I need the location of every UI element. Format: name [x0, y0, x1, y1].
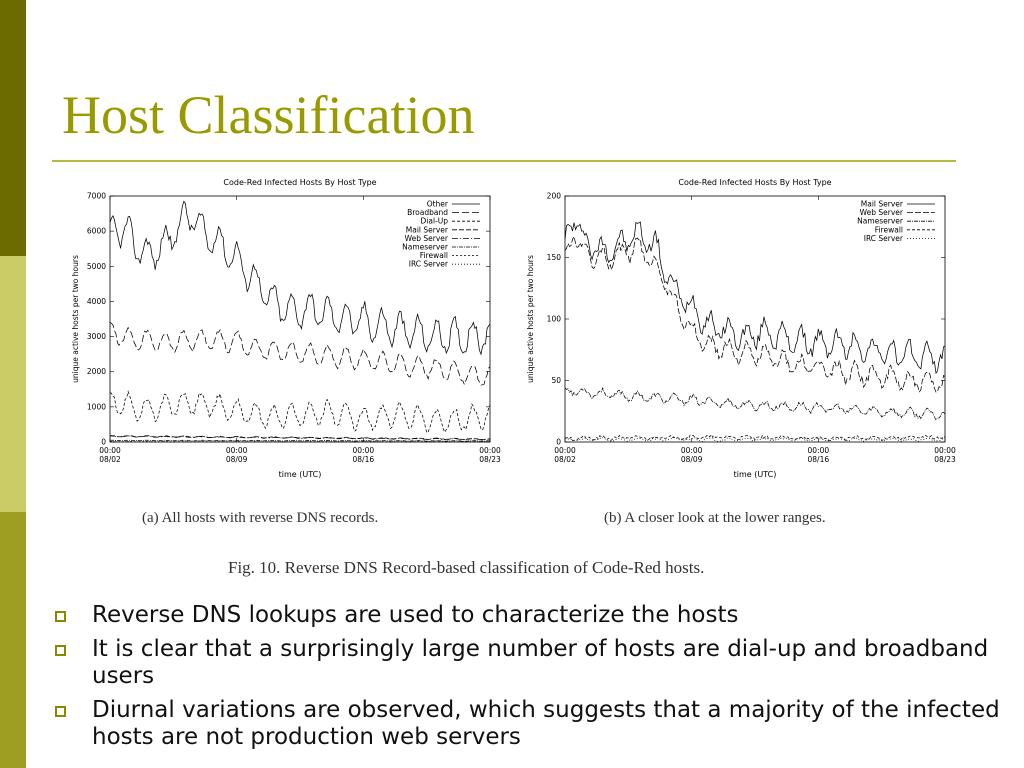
figure-caption: Fig. 10. Reverse DNS Record-based classification of Code-Red hosts.	[228, 558, 705, 577]
legend-label: Firewall	[419, 251, 448, 261]
legend-label: Nameserver	[857, 216, 903, 226]
series-line-2	[110, 392, 490, 433]
x-tick-label: 08/23	[934, 455, 956, 464]
x-tick-label: 08/16	[807, 455, 830, 464]
y-tick-label: 3000	[86, 332, 106, 342]
legend-label: IRC Server	[863, 233, 903, 243]
series-line-1	[110, 322, 490, 385]
sidebar-band-dark	[0, 0, 26, 256]
x-tick-label: 08/09	[225, 455, 248, 464]
x-tick-label: 08/02	[99, 455, 121, 464]
sidebar-band-light	[0, 256, 26, 512]
x-tick-label: 00:00	[934, 446, 956, 455]
y-axis-label: unique active hosts per two hours	[71, 255, 80, 383]
x-tick-label: 00:00	[99, 446, 121, 455]
bullet-item	[52, 636, 1012, 690]
legend-label: Firewall	[874, 225, 903, 235]
chart-lower-ranges	[517, 170, 956, 490]
bullet-text: It is clear that a surprisingly large number of hosts are dial-up and broadband users	[92, 636, 989, 689]
y-tick-label: 0	[556, 437, 561, 447]
x-axis-label: time (UTC)	[278, 470, 322, 479]
title-divider	[52, 160, 956, 162]
legend-label: Nameserver	[402, 242, 448, 252]
chart-title: Code-Red Infected Hosts By Host Type	[223, 178, 377, 187]
legend-label: IRC Server	[408, 259, 448, 269]
sidebar-decoration	[0, 0, 26, 768]
x-tick-label: 00:00	[225, 446, 248, 455]
y-tick-label: 0	[101, 437, 106, 447]
x-tick-label: 08/09	[680, 455, 703, 464]
bullet-text: Reverse DNS lookups are used to characterize the hosts	[92, 602, 739, 628]
x-axis-label: time (UTC)	[733, 470, 777, 479]
bullet-list	[52, 602, 1012, 758]
y-tick-label: 50	[551, 376, 561, 385]
caption-a: (a) All hosts with reverse DNS records.	[142, 510, 379, 526]
legend-label: Broadband	[407, 208, 448, 218]
x-tick-label: 00:00	[680, 446, 703, 455]
y-axis-label: unique active hosts per two hours	[526, 255, 535, 383]
legend-label: Web Server	[404, 233, 448, 243]
y-tick-label: 100	[546, 314, 561, 324]
bullet-item	[52, 602, 1012, 629]
series-line-1	[565, 237, 945, 392]
x-tick-label: 08/16	[352, 455, 375, 464]
series-line-5	[110, 440, 490, 441]
series-line-3	[565, 435, 945, 441]
x-tick-label: 00:00	[479, 446, 501, 455]
slide-title: Host Classification	[62, 85, 475, 145]
y-tick-label: 200	[546, 191, 561, 201]
y-tick-label: 150	[546, 253, 561, 262]
x-tick-label: 00:00	[352, 446, 375, 455]
series-line-2	[565, 388, 945, 420]
square-bullet-icon	[55, 706, 66, 717]
legend-label: Mail Server	[860, 199, 903, 209]
y-tick-label: 4000	[86, 296, 106, 306]
chart-all-hosts	[62, 170, 501, 490]
legend-label: Other	[426, 199, 448, 209]
y-tick-label: 5000	[86, 261, 106, 271]
y-tick-label: 1000	[86, 402, 106, 412]
x-tick-label: 00:00	[807, 446, 830, 455]
sidebar-band-mid	[0, 512, 26, 768]
legend-label: Web Server	[859, 208, 903, 218]
y-tick-label: 2000	[86, 367, 106, 377]
square-bullet-icon	[55, 611, 66, 622]
y-tick-label: 6000	[86, 226, 106, 236]
legend-label: Dial-Up	[420, 216, 448, 226]
bullet-item	[52, 697, 1012, 751]
legend-label: Mail Server	[405, 225, 448, 235]
bullet-text: Diurnal variations are observed, which suggests that a majority of the infected hosts are not production web servers	[92, 697, 1000, 750]
caption-b: (b) A closer look at the lower ranges.	[604, 510, 826, 526]
square-bullet-icon	[55, 645, 66, 656]
x-tick-label: 08/23	[479, 455, 501, 464]
x-tick-label: 08/02	[554, 455, 576, 464]
chart-title: Code-Red Infected Hosts By Host Type	[678, 178, 832, 187]
x-tick-label: 00:00	[554, 446, 576, 455]
y-tick-label: 7000	[86, 191, 106, 201]
